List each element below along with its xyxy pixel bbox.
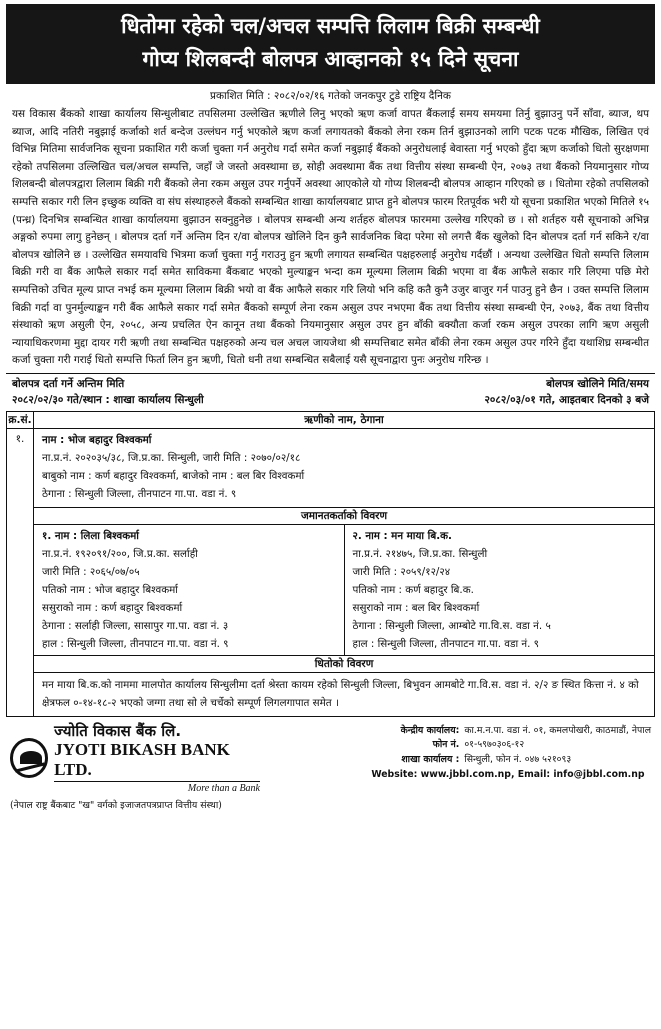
debtor-name: नाम : भोज बहादुर विश्वकर्मा [42,433,152,446]
guarantor-current-address: हाल : सिन्धुली जिल्ला, तीनपाटन गा.पा. वडा नं. ९ [42,637,229,650]
guarantor-spouse: पतिको नाम : कर्ण बहादुर बि.क. [352,583,474,596]
branch-office-value: सिन्धुली, फोन नं. ०४७ ५२१०९३ [464,753,572,765]
guarantor-section-title: जमानतकर्ताको विवरण [34,507,654,525]
head-office-phone-line [371,738,651,753]
head-office-phone: ०१-५९७०३०६-१२ [464,739,525,751]
bank-name-nepali: ज्योति विकास बैंक लि. [54,721,182,740]
guarantor-address: ठेगाना : सर्लाही जिल्ला, सासापुर गा.पा. वडा नं. ३ [42,619,229,632]
guarantor-1 [34,525,344,655]
table-header-row [7,412,654,429]
guarantor-citizenship: ना.प्र.नं. १९२०९१/२००, जि.प्र.का. सर्लाही [42,547,198,560]
bank-tagline: More than a Bank [54,781,260,794]
bid-dates [6,373,655,408]
bank-logo-text [54,722,260,794]
guarantor-current-address: हाल : सिन्धुली जिल्ला, तीनपाटन गा.पा. वडा नं. ९ [352,637,540,650]
head-office-line [371,724,651,739]
guarantor-issue-date: जारी मिति : २०५९/१२/२४ [352,565,451,578]
bid-opening-value: २०८२/०३/०१ गते, आइतबार दिनको ३ बजे [484,393,649,406]
guarantor-address: ठेगाना : सिन्धुली जिल्ला, आम्बोटे गा.वि.स. वडा नं. ५ [352,619,551,632]
bank-logo-block [10,722,260,811]
guarantor-spouse: पतिको नाम : भोज बहादुर बिश्वकर्मा [42,583,178,596]
guarantor-citizenship: ना.प्र.नं. २१४७५, जि.प्र.का. सिन्धुली [352,547,488,560]
bank-name-english: JYOTI BIKASH BANK LTD. [54,739,230,779]
submission-deadline [12,376,204,408]
guarantor-issue-date: जारी मिति : २०६५/०७/०५ [42,565,140,578]
guarantor-name: २. नाम : मन माया बि.क. [352,529,452,542]
bid-opening-label: बोलपत्र खोलिने मिति/समय [546,377,649,390]
guarantor-father-in-law: ससुराको नाम : कर्ण बहादुर बिश्वकर्मा [42,601,183,614]
head-office-label: केन्द्रीय कार्यालय: [400,724,460,736]
guarantor-list [34,525,654,655]
bid-opening [484,376,649,408]
branch-office-line [371,753,651,768]
notice-header [6,4,655,84]
collateral-section-title: धितोको विवरण [34,655,654,673]
submission-deadline-label: बोलपत्र दर्ता गर्ने अन्तिम मिति [12,377,125,390]
debtor-details [34,429,654,507]
borrower-details-table [6,411,655,717]
debtor-citizenship: ना.प्र.नं. २०२०३५/३८, जि.प्र.का. सिन्धुली, जारी मिति : २०७०/०२/१८ [42,451,301,464]
debtor-address: ठेगाना : सिन्धुली जिल्ला, तीनपाटन गा.पा. वडा नं. ९ [42,487,237,500]
notice-footer [6,722,655,811]
submission-deadline-value: २०८२/०२/३० गते/स्थान : शाखा कार्यालय सिन्धुली [12,393,204,406]
website-email[interactable]: Website: www.jbbl.com.np, Email: info@jbbl.com.np [371,769,645,781]
debtor-header: ऋणीको नाम, ठेगाना [304,413,384,426]
bank-contact-info [371,722,651,811]
license-note: (नेपाल राष्ट्र बैंकबाट "ख" वर्गको इजाजतपत्रप्राप्त वित्तीय संस्था) [10,799,222,811]
notice-title-line-1: धितोमा रहेको चल/अचल सम्पत्ति लिलाम बिक्री सम्बन्धी [121,14,540,38]
debtor-relations: बाबुको नाम : कर्ण बहादुर विश्वकर्मा, बाजेको नाम : बल बिर विश्वकर्मा [42,469,305,482]
head-office-address: का.म.न.पा. वडा नं. ०१, कमलपोखरी, काठमाडौं, नेपाल [464,724,651,736]
notice-title-line-2: गोप्य शिलबन्दी बोलपत्र आव्हानको १५ दिने सूचना [142,47,519,71]
branch-office-label: शाखा कार्यालय : [401,753,460,765]
published-date: प्रकाशित मिति : २०८२/०२/१६ गतेको जनकपुर टुडे राष्ट्रिय दैनिक [210,90,451,102]
row-content [34,429,654,716]
table-row [7,429,654,716]
serial-number: १. [7,429,34,716]
notice-body-paragraph: यस विकास बैंकको शाखा कार्यालय सिन्धुलीबाट तपसिलमा उल्लेखित ऋणीले लिनु भएको ऋण कर्जा वापत बैंकलाई समय समयमा तिर्नु बुझाउनु पर्ने साँवा, ब्याज, थप ब्याज, आदि नतिरी नबुझाई कर्जाको शर्त बन्देज उल्लंघन गर्नु भएकोले ऋण कर्जा लगायतको बैंकको लेना रकम तिर्न बुझाउनको लागि पटक पटक मौखिक, लिखित एवं विभिन्न मितिमा सार्वजनिक सूचना प्रकाशित गरी कर्जा चुक्ता गर्न अनुरोध गर्दा समेत कर्जा नबुझाई बैंकको अनुरोधलाई बेवास्ता गर्नु भएको हुँदा ऋण कर्जाको धितो सुरक्षणमा रहेको तपसिलमा उल्लिखित चल/अचल सम्पत्ति, जहाँ जे जस्तो अवस्थामा छ, सोही अवस्थामा बैंक तथा वित्तीय संस्था सम्बन्धी ऐन, २०७३ तथा बैंकको नियमानुसार गोप्य शिलबन्दी बोलपत्रद्वारा लिलाम बिक्री गरी बैंकको लेना रकम असुल उपर गर्नुपर्ने अवस्था आएकोले यो गोप्य शिलबन्दी बोलपत्र आव्हान गरिएको छ । धितोमा रहेको तपसिलको सम्पत्ति सकार गरी लिन इच्छुक व्यक्ति वा संघ संस्थाहरुले बैंकको सम्बन्धित शाखा कार्यालयबाट प्राप्त हुने बोलपत्र फारम रितपूर्वक भरी यो सूचना प्रकाशित भएको मितिले १५ (पन्ध्र) दिनभित्र सम्बन्धित शाखा कार्यालयमा बुझाउन सक्नुहुनेछ । बोलपत्र सम्बन्धी अन्य शर्तहरु बोलपत्र फारममा उल्लेख गरिएको छ । सो शर्तहरु यसै सूचनाको अभिन्न अङ्गको रुपमा लागु हुनेछन् । बोलपत्र दर्ता गर्ने अन्तिम दिन र/वा बोलपत्र खोलिने दिन कुनै सार्वजनिक बिदा परेमा सो लगत्तै बैंक खुलेको दिन बोलपत्र दर्ता गर्न सकिने र/वा बोलपत्र खोलिने छ । उल्लेखित समयावधि भित्रमा कर्जा चुक्ता गर्नु गराउनु हुन ऋणी लगायत सम्बन्धित पक्षहरुलाई अनुरोध गर्दछौं । अन्यथा उल्लेखित धितो सम्पत्ति लिलाम बिक्री गरी वा बैंक आफैले सकार गर्दा समेत साविकमा बैंकबाट भएको मुल्याङ्कन भन्दा कम मूल्यमा लिलाम बिक्री भएमा वा बैंक आफैले सकार गरि लिएमा पछि मेरो सम्पत्तिको उचित मूल्य प्राप्त नभई कम मूल्यमा लिलाम बिक्री भयो वा बैंक आफैले सकार गरि लियो भनि कहि कतै कुनै उजुर बाजुर गर्न पाउनु हुने छैन । उक्त सम्पत्ति लिलाम बिक्री गर्दा वा पुनर्मुल्याङ्कन गरी बैंक आफैले सकार गर्दा समेत बैंकको सम्पूर्ण लेना रकम असुल उपर नभएमा बैंक तथा वित्तीय संस्था सम्बन्धी ऐन, २०७३, बैंक तथा वित्तीय संस्थाको ऋण असुली ऐन, २०५८, अन्य प्रचलित ऐन कानून तथा बैंकको नियमानुसार असुल उपर हुन बाँकी बक्यौता कर्जा रकम असुल उपरका लागि ऋण असुली न्यायाधिकरणमा मुद्दा दायर गरी ऋणी तथा सम्बन्धित पक्षहरुको अन्य चल अचल जायजेथा श्री सम्पत्तिबाट समेत बाँकी लेना रकम असुल उपर गरिने हुँदा यथाशिघ्र सम्बन्धीत कर्जा चुक्ता गरी गराई धितो सम्पत्ति फिर्ता लिन हुन ऋणी, धितो धनी तथा सम्बन्धित सबैलाई यसै सूचनाद्वारा पुनः अनुरोध गरिन्छ । [12,108,649,367]
serial-number-header: क्र.सं. [7,412,34,428]
bank-logo [10,722,260,794]
collateral-details: मन माया बि.क.को नाममा मालपोत कार्यालय सिन्धुलीमा दर्ता श्रेस्ता कायम रहेको सिन्धुली जिल्ला, बिभुवन आमबोटे गा.वि.स. वडा नं. २/२ ङ स्थित कित्ता नं. ४ को क्षेत्रफल ०-१४-१८-२ भएको जग्गा तथा सो ले चर्चेको सम्पूर्ण लिगलगापात समेत । [42,678,639,709]
head-office-phone-label: फोन नं. [432,739,460,751]
guarantor-name: १. नाम : लिला बिश्वकर्मा [42,529,139,542]
guarantor-father-in-law: ससुराको नाम : बल बिर बिश्वकर्मा [352,601,480,614]
guarantor-2 [344,525,655,655]
bank-logo-icon [10,738,48,778]
